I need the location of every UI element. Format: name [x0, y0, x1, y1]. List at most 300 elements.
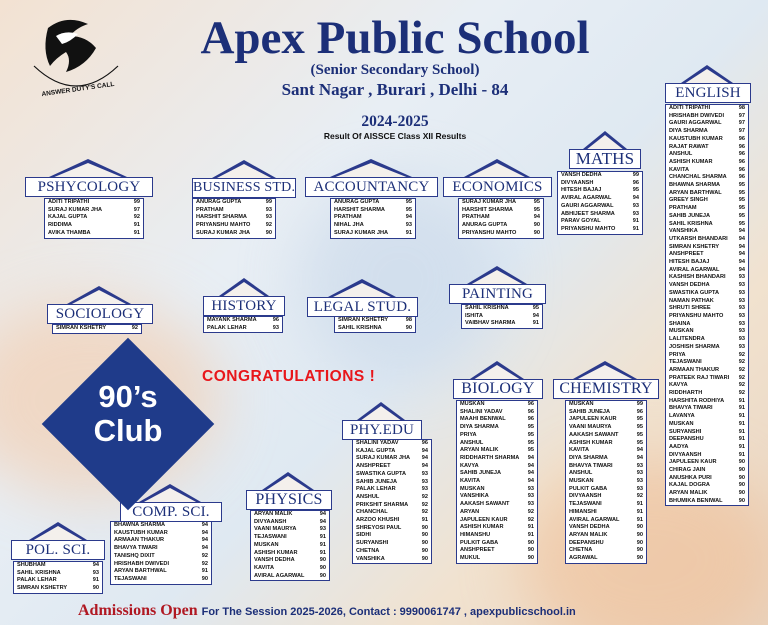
student-marks: 94 — [636, 454, 643, 461]
student-marks: 90 — [636, 531, 643, 538]
student-name: ARMAAN THAKUR — [669, 366, 720, 373]
student-marks: 91 — [738, 420, 745, 427]
student-marks: 94 — [421, 463, 428, 470]
student-marks: 94 — [738, 243, 745, 250]
topper-row — [561, 195, 639, 203]
student-name: PULKIT GABA — [569, 485, 608, 492]
student-name: LALITENDRA — [669, 336, 705, 343]
student-marks: 94 — [532, 312, 539, 319]
student-marks: 95 — [738, 212, 745, 219]
student-marks: 96 — [527, 401, 534, 407]
student-marks: 91 — [738, 397, 745, 404]
student-marks: 93 — [265, 206, 272, 213]
topper-row — [356, 540, 428, 548]
subject-title-business: BUSINESS STD. — [192, 178, 296, 198]
student-name: MUKUL — [460, 555, 481, 562]
student-name: HIMANSHU — [460, 531, 491, 538]
school-logo — [26, 14, 126, 104]
subject-list-sociology — [52, 324, 142, 334]
student-name: MAAHI BENIWAL — [460, 416, 506, 423]
student-marks: 91 — [738, 405, 745, 412]
student-name: JAPULEEN KAUR — [460, 516, 508, 523]
topper-row — [460, 440, 534, 448]
student-marks: 94 — [201, 529, 208, 536]
student-marks: 93 — [738, 320, 745, 327]
student-name: MUSKAN — [460, 401, 485, 407]
topper-row — [460, 547, 534, 555]
student-marks: 91 — [636, 501, 643, 508]
topper-row — [569, 493, 643, 501]
student-marks: 90 — [421, 555, 428, 562]
student-marks: 90 — [319, 572, 326, 579]
student-name: SAHIB JUNEJA — [669, 212, 711, 219]
student-name: ANURAG GUPTA — [334, 199, 380, 205]
topper-row — [569, 432, 643, 440]
student-marks: 95 — [632, 187, 639, 194]
subject-list-psychology — [44, 198, 144, 239]
student-marks: 93 — [636, 462, 643, 469]
student-marks: 90 — [319, 557, 326, 564]
student-name: AAKASH SAWANT — [460, 501, 510, 508]
card-roof-fill — [265, 476, 311, 491]
student-marks: 91 — [319, 541, 326, 548]
student-marks: 94 — [421, 447, 428, 454]
topper-row — [669, 336, 745, 344]
student-name: JAPULEEN KAUR — [669, 459, 717, 466]
student-name: RIDDHARTH — [669, 390, 703, 397]
topper-row — [669, 259, 745, 267]
topper-row — [669, 174, 745, 182]
topper-row — [669, 113, 745, 121]
student-marks: 93 — [738, 312, 745, 319]
student-name: SURYANSHI — [669, 428, 702, 435]
topper-row — [460, 409, 534, 417]
subject-list-polsci — [13, 561, 103, 594]
topper-row — [669, 429, 745, 437]
student-name: MUSKAN — [569, 401, 594, 407]
topper-row — [569, 470, 643, 478]
subject-list-phyedu — [352, 439, 432, 564]
subject-title-legal: LEGAL STUD. — [307, 297, 418, 317]
topper-row — [669, 452, 745, 460]
topper-row — [334, 222, 412, 230]
topper-row — [669, 244, 745, 252]
student-name: TANISHQ DIXIT — [114, 552, 155, 559]
student-name: ARYAN — [460, 508, 480, 515]
student-marks: 93 — [738, 282, 745, 289]
student-name: CHETNA — [356, 547, 380, 554]
topper-row — [196, 214, 272, 222]
student-name: DIVYAANSH — [254, 518, 287, 525]
topper-row — [669, 498, 745, 506]
student-marks: 93 — [738, 305, 745, 312]
topper-row — [462, 207, 540, 215]
student-name: ADITI TRIPATHI — [48, 199, 90, 205]
topper-row — [669, 144, 745, 152]
student-marks: 95 — [527, 447, 534, 454]
student-marks: 90 — [201, 575, 208, 582]
student-marks: 92 — [738, 351, 745, 358]
student-name: VANSH DEDHA — [569, 524, 610, 531]
student-name: PULKIT GABA — [460, 539, 499, 546]
student-name: AAKASH SAWANT — [569, 431, 619, 438]
student-name: ARZOO KHUSHI — [356, 517, 400, 524]
student-name: ANSHPREET — [460, 547, 495, 554]
student-name: PRIYANSHU MAHTO — [196, 222, 251, 229]
topper-row — [356, 517, 428, 525]
subject-list-legal — [334, 316, 416, 333]
student-marks: 91 — [201, 568, 208, 575]
student-marks: 94 — [201, 537, 208, 544]
topper-row — [669, 298, 745, 306]
student-marks: 94 — [738, 259, 745, 266]
topper-row — [669, 136, 745, 144]
topper-row — [114, 530, 208, 538]
student-name: SAHIL KRISHNA — [17, 569, 61, 576]
student-name: SIDHI — [356, 532, 371, 539]
student-name: VAIBHAV SHARMA — [465, 320, 516, 327]
student-marks: 90 — [636, 524, 643, 531]
student-name: NAMAN PATHAK — [669, 297, 714, 304]
student-name: KAVYA — [460, 462, 479, 469]
student-marks: 91 — [738, 436, 745, 443]
student-name: PALAK LEHAR — [356, 486, 396, 493]
student-name: SAHIL KRISHNA — [338, 324, 382, 331]
student-marks: 95 — [533, 199, 540, 205]
subject-list-chemistry — [565, 400, 647, 564]
topper-row — [561, 203, 639, 211]
student-name: ARYAN MALIK — [460, 447, 499, 454]
topper-row — [669, 290, 745, 298]
topper-row — [196, 230, 272, 238]
student-name: ARYAN BARTHWAL — [669, 189, 722, 196]
topper-row — [356, 494, 428, 502]
topper-row — [669, 344, 745, 352]
student-marks: 94 — [527, 478, 534, 485]
topper-row — [254, 519, 326, 527]
topper-row — [669, 167, 745, 175]
topper-row — [669, 205, 745, 213]
student-marks: 96 — [272, 317, 279, 323]
session-year: 2024-2025 — [361, 113, 429, 130]
topper-row — [669, 375, 745, 383]
admissions-open: Admissions Open — [78, 602, 198, 619]
student-marks: 96 — [527, 416, 534, 423]
topper-row — [338, 325, 412, 333]
student-name: SAHIB JUNEJA — [460, 470, 502, 477]
student-name: KAVITA — [460, 478, 480, 485]
student-name: KAJAL GUPTA — [356, 447, 396, 454]
topper-row — [254, 557, 326, 565]
student-name: DEEPANSHU — [669, 436, 704, 443]
topper-row — [460, 463, 534, 471]
student-name: ABHIJEET SHARMA — [561, 210, 615, 217]
student-name: SIMRAN KSHETRY — [17, 585, 68, 592]
topper-row — [465, 305, 539, 313]
subject-list-english — [665, 104, 749, 506]
student-marks: 91 — [738, 428, 745, 435]
student-name: SIMRAN KSHETRY — [669, 243, 720, 250]
topper-row — [207, 317, 279, 325]
student-marks: 97 — [738, 128, 745, 135]
student-name: VANSH DEDHA — [561, 172, 602, 178]
topper-row — [462, 214, 540, 222]
topper-row — [669, 444, 745, 452]
student-marks: 95 — [738, 220, 745, 227]
student-marks: 90 — [421, 524, 428, 531]
topper-row — [669, 221, 745, 229]
student-name: ADITI TRIPATHI — [669, 105, 711, 111]
student-name: GREEY SINGH — [669, 197, 708, 204]
student-marks: 92 — [738, 366, 745, 373]
topper-row — [561, 172, 639, 180]
student-name: CHANCHAL — [356, 509, 388, 516]
topper-row — [356, 486, 428, 494]
subject-list-business — [192, 198, 276, 239]
student-name: RIDDHARTH SHARMA — [460, 454, 520, 461]
student-name: NIHAL JHA — [334, 222, 364, 229]
student-marks: 99 — [133, 199, 140, 205]
topper-row — [669, 359, 745, 367]
student-name: ARMAAN THAKUR — [114, 537, 165, 544]
student-marks: 93 — [632, 210, 639, 217]
student-name: CHETNA — [569, 547, 593, 554]
student-name: HITESH BAJAJ — [561, 187, 602, 194]
topper-row — [669, 213, 745, 221]
student-marks: 91 — [636, 508, 643, 515]
student-marks: 97 — [738, 120, 745, 127]
student-marks: 94 — [738, 251, 745, 258]
student-marks: 90 — [527, 547, 534, 554]
topper-row — [356, 448, 428, 456]
student-marks: 94 — [319, 511, 326, 517]
student-marks: 90 — [421, 540, 428, 547]
student-marks: 90 — [533, 222, 540, 229]
student-name: TEJASWANI — [569, 501, 602, 508]
student-name: HARSHIT SHARMA — [462, 206, 513, 213]
student-name: GAURI AGGARWAL — [669, 120, 722, 127]
student-name: ASHISH KUMAR — [460, 524, 504, 531]
school-subtitle: (Senior Secondary School) — [310, 62, 480, 78]
subject-list-biology — [456, 400, 538, 564]
student-name: RIDDIMA — [48, 222, 72, 229]
student-name: ANSHUL — [356, 493, 380, 500]
student-marks: 91 — [632, 225, 639, 232]
student-marks: 90 — [738, 467, 745, 474]
topper-row — [460, 486, 534, 494]
student-name: SHUBHAM — [17, 562, 46, 568]
student-marks: 90 — [265, 229, 272, 236]
student-marks: 96 — [738, 151, 745, 158]
student-marks: 90 — [738, 482, 745, 489]
topper-row — [669, 367, 745, 375]
student-name: ANUSHKA PURI — [669, 474, 712, 481]
topper-row — [254, 550, 326, 558]
student-marks: 95 — [636, 416, 643, 423]
student-marks: 96 — [738, 135, 745, 142]
topper-row — [114, 553, 208, 561]
student-name: TEJASWANI — [254, 534, 287, 541]
student-name: HARSHIT SHARMA — [196, 214, 247, 221]
topper-row — [569, 401, 643, 409]
student-marks: 91 — [527, 524, 534, 531]
topper-row — [669, 305, 745, 313]
student-marks: 94 — [636, 447, 643, 454]
student-name: KAUSTUBH KUMAR — [669, 135, 723, 142]
student-name: SHAINA — [669, 320, 691, 327]
topper-row — [569, 509, 643, 517]
student-name: ARYAN MALIK — [254, 511, 293, 517]
student-marks: 92 — [131, 325, 138, 331]
topper-row — [17, 585, 99, 593]
topper-row — [669, 120, 745, 128]
topper-row — [669, 413, 745, 421]
student-marks: 93 — [738, 343, 745, 350]
student-marks: 93 — [265, 214, 272, 221]
topper-row — [356, 455, 428, 463]
topper-row — [356, 440, 428, 448]
student-name: ANSHPREET — [669, 251, 704, 258]
topper-row — [48, 214, 140, 222]
topper-row — [48, 199, 140, 207]
topper-row — [356, 532, 428, 540]
school-name: Apex Public School — [200, 12, 590, 64]
student-marks: 90 — [636, 555, 643, 562]
topper-row — [114, 522, 208, 530]
topper-row — [334, 214, 412, 222]
topper-row — [254, 526, 326, 534]
topper-row — [356, 463, 428, 471]
topper-row — [460, 470, 534, 478]
card-roof-fill — [32, 526, 84, 541]
student-marks: 91 — [319, 534, 326, 541]
student-name: SAHIL KRISHNA — [669, 220, 713, 227]
topper-row — [465, 313, 539, 321]
student-marks: 90 — [421, 532, 428, 539]
topper-row — [196, 199, 272, 207]
student-name: VANSHIKA — [669, 228, 698, 235]
topper-row — [669, 475, 745, 483]
topper-row — [460, 424, 534, 432]
student-marks: 90 — [738, 459, 745, 466]
topper-row — [460, 493, 534, 501]
student-name: KAVITA — [669, 166, 689, 173]
topper-row — [460, 540, 534, 548]
topper-row — [669, 313, 745, 321]
student-name: VANSHIKA — [356, 555, 385, 562]
topper-row — [460, 517, 534, 525]
student-name: AVIRAL AGARWAL — [561, 195, 612, 202]
student-marks: 92 — [133, 214, 140, 221]
student-marks: 91 — [738, 451, 745, 458]
student-marks: 94 — [405, 214, 412, 221]
topper-row — [669, 490, 745, 498]
student-marks: 99 — [632, 172, 639, 178]
card-roof-fill — [215, 164, 273, 179]
topper-row — [561, 226, 639, 234]
student-marks: 93 — [738, 328, 745, 335]
student-name: SAHIB JUNEJA — [356, 478, 398, 485]
student-name: SURAJ KUMAR JHA — [48, 206, 103, 213]
student-marks: 93 — [421, 470, 428, 477]
student-name: PRATHAM — [462, 214, 490, 221]
student-name: DEEPANSHU — [569, 539, 604, 546]
topper-row — [569, 440, 643, 448]
student-name: TEJASWANI — [114, 575, 147, 582]
topper-row — [465, 320, 539, 328]
student-name: AVIRAL AGARWAL — [669, 266, 720, 273]
topper-row — [669, 328, 745, 336]
topper-row — [669, 352, 745, 360]
topper-row — [669, 251, 745, 259]
student-name: BHAVYA TIWARI — [669, 405, 713, 412]
subject-title-painting: PAINTING — [449, 284, 546, 304]
student-marks: 90 — [636, 539, 643, 546]
student-name: DIYA SHARMA — [460, 424, 499, 431]
topper-row — [569, 447, 643, 455]
topper-row — [356, 471, 428, 479]
topper-row — [48, 207, 140, 215]
topper-row — [569, 455, 643, 463]
student-marks: 90 — [738, 497, 745, 504]
topper-row — [669, 405, 745, 413]
student-marks: 94 — [527, 462, 534, 469]
student-name: RAJAT RAWAT — [669, 143, 709, 150]
student-name: AGRAWAL — [569, 555, 598, 562]
student-marks: 92 — [527, 508, 534, 515]
student-name: CHIRAG JAIN — [669, 467, 706, 474]
student-marks: 92 — [421, 493, 428, 500]
student-marks: 90 — [533, 229, 540, 236]
student-name: KAJAL DOGRA — [669, 482, 710, 489]
student-name: ARYAN MALIK — [669, 490, 708, 497]
student-name: KASHISH BHANDARI — [669, 274, 726, 281]
student-name: SHRUTI SHREE — [669, 305, 711, 312]
topper-row — [569, 547, 643, 555]
student-name: ARYAN BARTHWAL — [114, 568, 167, 575]
student-marks: 95 — [636, 424, 643, 431]
topper-row — [669, 382, 745, 390]
student-name: DIVYAANSH — [569, 493, 602, 500]
topper-row — [669, 190, 745, 198]
subject-title-polsci: POL. SCI. — [11, 540, 105, 560]
topper-row — [460, 432, 534, 440]
student-marks: 93 — [738, 274, 745, 281]
student-name: HRISHABH DWIVEDI — [114, 560, 170, 567]
student-name: SIMRAN KSHETRY — [56, 325, 107, 331]
student-marks: 95 — [738, 205, 745, 212]
student-name: KAJAL GUPTA — [48, 214, 88, 221]
subject-list-maths — [557, 171, 643, 235]
topper-row — [56, 325, 138, 333]
student-marks: 91 — [133, 222, 140, 229]
card-roof-fill — [576, 365, 634, 380]
subject-title-sociology: SOCIOLOGY — [47, 304, 153, 324]
student-marks: 93 — [421, 486, 428, 493]
card-roof-fill — [222, 282, 266, 297]
student-marks: 90 — [405, 324, 412, 331]
student-name: VANSHIKA — [460, 493, 489, 500]
student-name: BHAVYA TIWARI — [569, 462, 613, 469]
topper-row — [17, 562, 99, 570]
student-marks: 91 — [133, 229, 140, 236]
student-name: HRISHABH DWIVEDI — [669, 112, 725, 119]
subject-title-maths: MATHS — [569, 149, 641, 169]
topper-row — [569, 524, 643, 532]
topper-row — [569, 486, 643, 494]
subject-list-compsci — [110, 521, 212, 585]
student-name: MUSKAN — [569, 478, 594, 485]
